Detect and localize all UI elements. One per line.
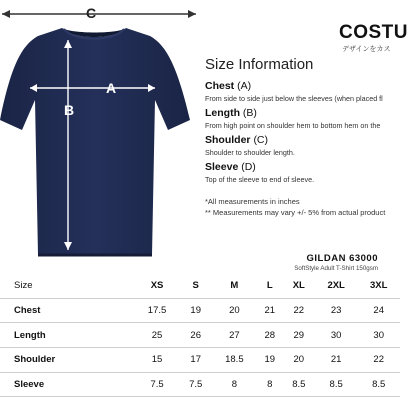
- size-col-header: XL: [283, 274, 315, 298]
- table-row: [0, 348, 400, 373]
- chest-heading: [205, 80, 251, 92]
- size-col-header: 2XL: [315, 274, 358, 298]
- table-cell: 8.5: [315, 372, 358, 397]
- size-col-header: 3XL: [357, 274, 400, 298]
- size-col-header: XS: [135, 274, 180, 298]
- table-cell: 21: [257, 298, 283, 323]
- size-col-header: S: [180, 274, 212, 298]
- size-corner-label: Size: [0, 274, 135, 298]
- table-cell: 17.5: [135, 298, 180, 323]
- table-cell: 26: [180, 323, 212, 348]
- size-col-header: M: [212, 274, 257, 298]
- row-label: Length: [0, 323, 135, 348]
- table-cell: 24: [357, 298, 400, 323]
- chest-heading-letter: (A): [237, 80, 252, 92]
- table-cell: 8: [257, 372, 283, 397]
- table-cell: 22: [357, 348, 400, 373]
- table-cell: 27: [212, 323, 257, 348]
- shoulder-heading: [205, 134, 268, 146]
- table-row: [0, 372, 400, 397]
- product-description: SoftStyle Adult T-Shirt 150gsm: [294, 265, 378, 272]
- table-cell: 7.5: [180, 372, 212, 397]
- sleeve-heading-letter: (D): [241, 161, 256, 173]
- table-cell: 30: [357, 323, 400, 348]
- brand-logo: COSTU: [339, 22, 408, 43]
- table-cell: 8.5: [357, 372, 400, 397]
- table-cell: 25: [135, 323, 180, 348]
- table-row: [0, 298, 400, 323]
- length-heading-label: Length: [205, 107, 240, 119]
- measurement-variance-note: ** Measurements may vary +/- 5% from actual product: [205, 208, 386, 217]
- size-col-header: L: [257, 274, 283, 298]
- sleeve-heading: [205, 161, 256, 173]
- table-cell: 20: [212, 298, 257, 323]
- measure-c-arrow-left-head: [2, 10, 10, 18]
- row-label: Sleeve: [0, 372, 135, 397]
- sleeve-heading-label: Sleeve: [205, 161, 239, 173]
- table-cell: 15: [135, 348, 180, 373]
- chest-heading-label: Chest: [205, 80, 235, 92]
- chest-description: From side to side just below the sleeves (when placed fl: [205, 94, 383, 103]
- tshirt-illustration: [0, 0, 200, 265]
- size-chart-table: [0, 274, 400, 397]
- shoulder-heading-label: Shoulder: [205, 134, 251, 146]
- row-label: Shoulder: [0, 348, 135, 373]
- size-info-title: Size Information: [205, 56, 314, 73]
- row-label: Chest: [0, 298, 135, 323]
- table-cell: 20: [283, 348, 315, 373]
- shoulder-heading-letter: (C): [253, 134, 269, 146]
- tshirt-body: [0, 28, 190, 255]
- table-cell: 8.5: [283, 372, 315, 397]
- table-cell: 23: [315, 298, 358, 323]
- length-heading-letter: (B): [242, 107, 257, 119]
- measure-c-label: C: [86, 5, 97, 21]
- measure-a-label: A: [106, 80, 117, 96]
- table-cell: 8: [212, 372, 257, 397]
- length-heading: [205, 107, 257, 119]
- brand-logo-subtitle: デザインをカス: [342, 46, 391, 53]
- measure-b-label: B: [64, 102, 75, 118]
- table-row: [0, 323, 400, 348]
- table-cell: 7.5: [135, 372, 180, 397]
- table-cell: 18.5: [212, 348, 257, 373]
- table-cell: 22: [283, 298, 315, 323]
- table-cell: 28: [257, 323, 283, 348]
- table-cell: 19: [257, 348, 283, 373]
- shoulder-description: Shoulder to shoulder length.: [205, 148, 295, 157]
- table-cell: 17: [180, 348, 212, 373]
- product-model: GILDAN 63000: [306, 253, 378, 264]
- measurement-unit-note: *All measurements in inches: [205, 197, 300, 206]
- measure-c-arrow-right-head: [188, 10, 196, 18]
- table-cell: 29: [283, 323, 315, 348]
- length-description: From high point on shoulder hem to bottom hem on the: [205, 121, 381, 130]
- table-cell: 19: [180, 298, 212, 323]
- table-cell: 21: [315, 348, 358, 373]
- size-header-row: [0, 274, 400, 298]
- sleeve-description: Top of the sleeve to end of sleeve.: [205, 175, 315, 184]
- table-cell: 30: [315, 323, 358, 348]
